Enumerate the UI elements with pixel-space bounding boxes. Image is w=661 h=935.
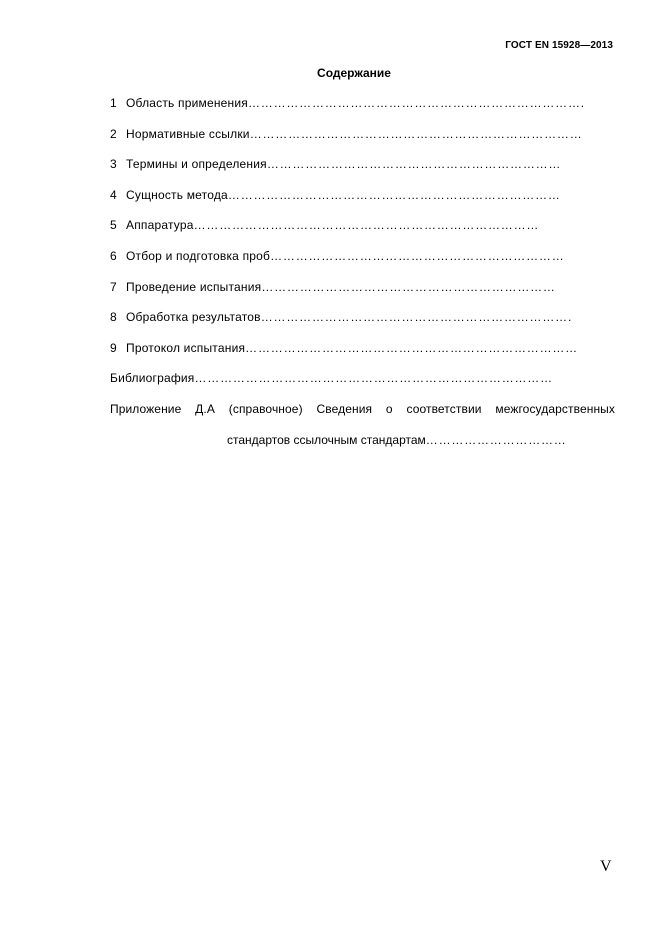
- toc-entry-4[interactable]: [110, 187, 615, 218]
- toc-entry-number: 8: [110, 310, 117, 325]
- toc-entry-7[interactable]: [110, 279, 615, 310]
- toc-entry-9[interactable]: [110, 340, 615, 371]
- toc-entry-3[interactable]: [110, 156, 615, 187]
- document-code: ГОСТ EN 15928—2013: [505, 40, 613, 51]
- toc-entry-5[interactable]: [110, 217, 615, 248]
- toc-appendix-continuation: [110, 432, 615, 448]
- toc-entry-number: 2: [110, 126, 117, 141]
- toc-leader-dots: ………………………………………………………………………: [193, 218, 540, 233]
- toc-entry-1[interactable]: [110, 95, 615, 126]
- toc-entry-label: Термины и определения: [126, 157, 267, 172]
- toc-entry-label: Нормативные ссылки: [126, 126, 250, 141]
- toc-entry-appendix[interactable]: [110, 401, 615, 448]
- toc-entry-number: 4: [110, 187, 117, 202]
- toc-entry-label: Сущность метода: [126, 187, 228, 202]
- toc-leader-dots: ……………………………………………………………………: [227, 187, 561, 202]
- toc-leader-dots: …………………………………………………………………….: [247, 96, 585, 110]
- toc-leader-dots: ……………………………………………………………….: [260, 310, 573, 325]
- table-of-contents: [110, 95, 615, 448]
- toc-entry-8[interactable]: [110, 309, 615, 340]
- page-number: V: [600, 858, 612, 875]
- toc-entry-number: 1: [110, 96, 117, 110]
- toc-leader-dots: ……………………………………………………………: [270, 248, 565, 263]
- toc-entry-number: 3: [110, 157, 117, 172]
- toc-leader-dots: ……………………………………………………………………: [249, 126, 583, 141]
- toc-leader-dots: ……………………………………………………………: [266, 157, 562, 172]
- toc-entry-number: 7: [110, 279, 117, 294]
- toc-entry-label: Область применения: [126, 96, 248, 110]
- toc-entry-label: стандартов ссылочным стандартам: [227, 432, 426, 447]
- toc-entry-number: 6: [110, 248, 117, 263]
- toc-entry-2[interactable]: [110, 126, 615, 157]
- toc-entry-label: Обработка результатов: [126, 310, 261, 325]
- toc-entry-number: 5: [110, 218, 117, 233]
- toc-entry-label: Проведение испытания: [126, 279, 262, 294]
- toc-title: Содержание: [317, 66, 391, 80]
- toc-leader-dots: …………………………………………………………………………: [194, 371, 553, 386]
- toc-leader-dots: ……………………………: [425, 432, 567, 447]
- toc-leader-dots: ……………………………………………………………………: [245, 340, 578, 355]
- toc-entry-label: Библиография: [110, 371, 195, 386]
- toc-entry-6[interactable]: [110, 248, 615, 279]
- toc-leader-dots: ……………………………………………………………: [261, 279, 556, 294]
- toc-entry-bibliography[interactable]: [110, 370, 615, 401]
- toc-appendix-title: Приложение Д.А (справочное) Сведения о соответствии межгосударственных: [110, 401, 615, 416]
- toc-entry-label: Протокол испытания: [126, 340, 246, 355]
- toc-entry-label: Аппаратура: [126, 218, 194, 233]
- toc-entry-label: Отбор и подготовка проб: [126, 248, 271, 263]
- toc-entry-number: 9: [110, 340, 117, 355]
